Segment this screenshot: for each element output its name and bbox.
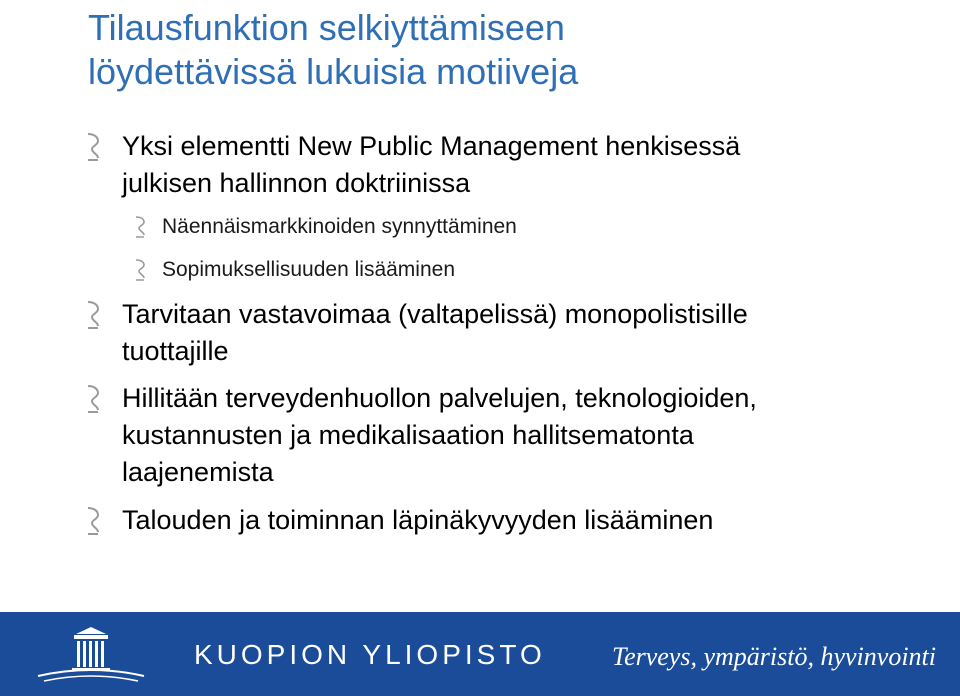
bullet-text-line: tuottajille bbox=[122, 336, 229, 366]
bullet-marker-icon bbox=[82, 300, 104, 330]
sub-bullet-text-line: Sopimuksellisuuden lisääminen bbox=[162, 258, 455, 281]
bullet-marker-icon bbox=[82, 132, 104, 162]
bullet-text bbox=[122, 502, 713, 539]
bullet-text bbox=[122, 296, 748, 370]
sub-bullet-marker-icon bbox=[132, 215, 148, 239]
bullet-text-line: Hillitään terveydenhuollon palvelujen, teknologioiden, bbox=[122, 383, 757, 413]
university-name: KUOPION YLIOPISTO bbox=[194, 639, 546, 670]
bullet-text-line: Tarvitaan vastavoimaa (valtapelissä) monopolistisille bbox=[122, 299, 748, 329]
university-slogan: Terveys, ympäristö, hyvinvointi bbox=[612, 642, 936, 671]
footer-banner bbox=[0, 612, 960, 696]
slide-title bbox=[88, 6, 938, 94]
slide-title-line: löydettävissä lukuisia motiiveja bbox=[88, 51, 579, 92]
bullet-text-line: Talouden ja toiminnan läpinäkyvyyden lisääminen bbox=[122, 505, 714, 535]
sub-bullet-marker-icon bbox=[132, 258, 148, 282]
bullet-text bbox=[122, 380, 757, 491]
slide-title-line: Tilausfunktion selkiyttämiseen bbox=[88, 7, 565, 48]
bullet-text-line: laajenemista bbox=[122, 457, 274, 487]
bullet-text-line: julkisen hallinnon doktriinissa bbox=[122, 168, 471, 198]
sub-bullet-text bbox=[162, 213, 517, 240]
bullet-marker-icon bbox=[82, 384, 104, 414]
bullet-text-line: kustannusten ja medikalisaation hallitsematonta bbox=[122, 420, 694, 450]
sub-bullet-text-line: Näennäismarkkinoiden synnyttäminen bbox=[162, 215, 517, 238]
university-building-logo-icon bbox=[36, 624, 146, 684]
bullet-text bbox=[122, 128, 740, 202]
bullet-marker-icon bbox=[82, 506, 104, 536]
bullet-text-line: Yksi elementti New Public Management henkisessä bbox=[122, 131, 741, 161]
sub-bullet-text bbox=[162, 256, 455, 283]
